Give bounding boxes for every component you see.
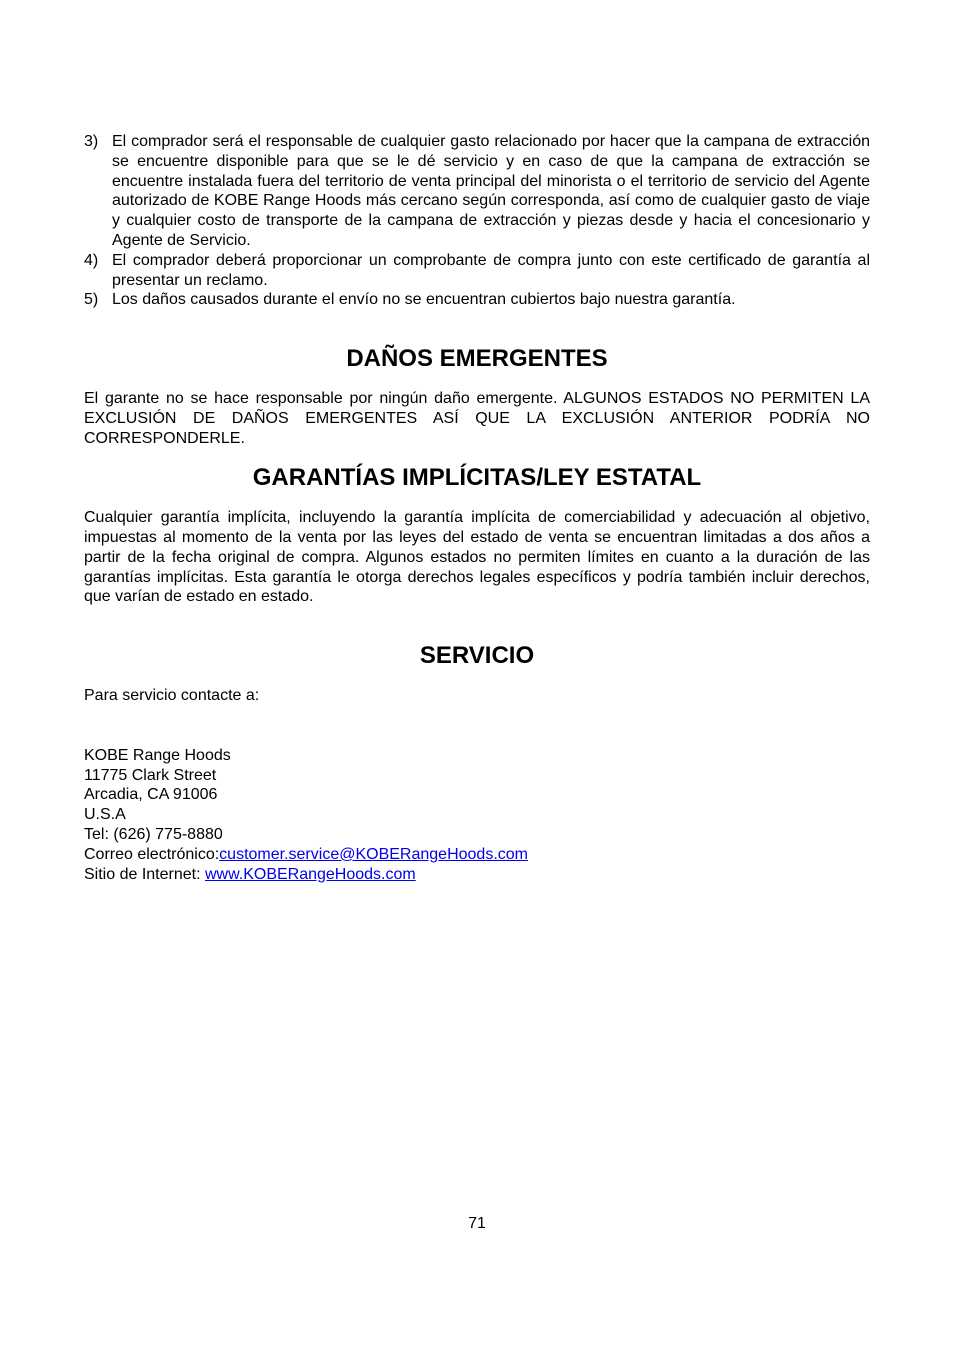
company-name: KOBE Range Hoods <box>84 746 231 764</box>
city-state-zip: Arcadia, CA 91006 <box>84 786 218 804</box>
website-label: Sitio de Internet: <box>84 865 205 883</box>
list-item-number: 4) <box>84 251 99 269</box>
implied-warranties-text: Cualquier garantía implícita, incluyendo la garantía implícita de comerciabilidad y adecuación al objetivo, impuestas al momento de la venta por las leyes del estado de venta se encuentran limitadas a dos años a partir de la fecha original de compra. Algunos estados no permiten límites en cuanto a la duración de las garantías implícitas. Esta garantía le otorga derechos legales específicos y podría también incluir derechos, que varían de estado en estado. <box>84 509 870 606</box>
consequential-damages-text: El garante no se hace responsable por ningún daño emergente. ALGUNOS ESTADOS NO PERMITEN LA EXCLUSIÓN DE DAÑOS EMERGENTES ASÍ QUE LA EXCLUSIÓN ANTERIOR PODRÍA NO CORRESPONDERLE. <box>84 389 870 447</box>
document-page <box>84 132 870 884</box>
list-item-text: El comprador será el responsable de cualquier gasto relacionado por hacer que la campana de extracción se encuentre disponible para que se le dé servicio y en caso de que la campana de extracción se encuentre instalada fuera del territorio de venta principal del minorista o el territorio de servicio del Agente autorizado de KOBE Range Hoods más cercano según corresponda, así como de cualquier gasto de viaje y cualquier costo de transporte de la campana de extracción y piezas desde y hacia el concesionario y Agente de Servicio. <box>112 133 870 249</box>
list-item-text: Los daños causados durante el envío no se encuentran cubiertos bajo nuestra garantía. <box>112 291 736 309</box>
implied-warranties-heading: GARANTÍAS IMPLÍCITAS/LEY ESTATAL <box>252 464 702 492</box>
service-contact-block <box>84 746 870 885</box>
street-address: 11775 Clark Street <box>84 766 217 784</box>
email-link[interactable]: customer.service@KOBERangeHoods.com <box>219 845 528 863</box>
service-intro: Para servicio contacte a: <box>84 686 260 704</box>
list-item <box>84 290 870 310</box>
page-number: 71 <box>468 1215 486 1232</box>
country: U.S.A <box>84 806 126 824</box>
list-item <box>84 251 870 291</box>
list-item-text: El comprador deberá proporcionar un comprobante de compra junto con este certificado de garantía al presentar un reclamo. <box>112 251 870 289</box>
warranty-conditions-list <box>84 132 870 310</box>
service-heading: SERVICIO <box>419 642 535 670</box>
website-line <box>84 865 870 885</box>
email-line <box>84 845 870 865</box>
list-item-number: 3) <box>84 133 99 150</box>
list-item-number: 5) <box>84 291 99 309</box>
telephone: Tel: (626) 775-8880 <box>84 825 223 843</box>
consequential-damages-heading: DAÑOS EMERGENTES <box>346 345 608 373</box>
list-item <box>84 132 870 251</box>
email-label: Correo electrónico: <box>84 845 220 863</box>
website-link[interactable]: www.KOBERangeHoods.com <box>204 865 416 883</box>
